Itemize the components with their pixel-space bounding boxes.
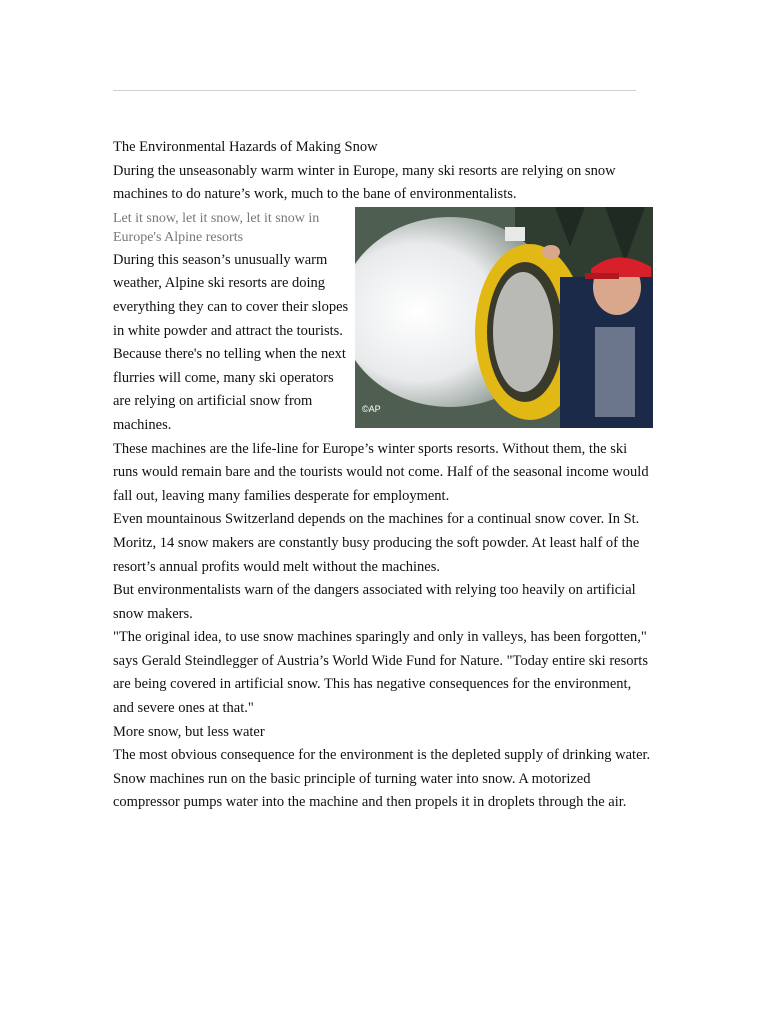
top-divider: [113, 90, 636, 91]
snow-machine-photo: [355, 207, 653, 428]
paragraph: "The original idea, to use snow machines sparingly and only in valleys, has been forgotten," says Gerald Steindlegger of Austria’s World Wide Fund for Nature. "Today entire ski resorts are being covered in artificial snow. This has negative consequences for the environment, and severe ones at that.": [113, 629, 648, 717]
article: [113, 136, 653, 815]
photo-copyright: ©AP: [362, 404, 381, 415]
paragraph: The most obvious consequence for the environment is the depleted supply of drinking water.: [113, 747, 651, 764]
photo-caption: Let it snow, let it snow, let it snow in Europe's Alpine resorts: [113, 210, 320, 245]
section-heading: More snow, but less water: [113, 723, 265, 740]
paragraph: Even mountainous Switzerland depends on the machines for a continual snow cover. In St. Moritz, 14 snow makers are constantly busy producing the soft powder. At least half of the resort’s annual profits would melt without the machines.: [113, 511, 640, 575]
article-lead: During the unseasonably warm winter in Europe, many ski resorts are relying on snow machines to do nature’s work, much to the bane of environmentalists.: [113, 162, 616, 203]
photo-illustration: [355, 207, 653, 428]
paragraph: These machines are the life-line for Europe’s winter sports resorts. Without them, the ski runs would remain bare and the tourists would not come. Half of the seasonal income would fall out, leaving many families desperate for employment.: [113, 440, 649, 504]
paragraph: But environmentalists warn of the dangers associated with relying too heavily on artificial snow makers.: [113, 582, 636, 622]
paragraph: Snow machines run on the basic principle of turning water into snow. A motorized compressor pumps water into the machine and then propels it in droplets through the air.: [113, 770, 627, 811]
article-title: The Environmental Hazards of Making Snow: [113, 139, 378, 155]
paragraph: During this season’s unusually warm weather, Alpine ski resorts are doing everything they can to cover their slopes in white powder and attract the tourists. Because there's no telling when the next flurries will come, many ski operators are relying on artificial snow from machines.: [113, 251, 349, 433]
